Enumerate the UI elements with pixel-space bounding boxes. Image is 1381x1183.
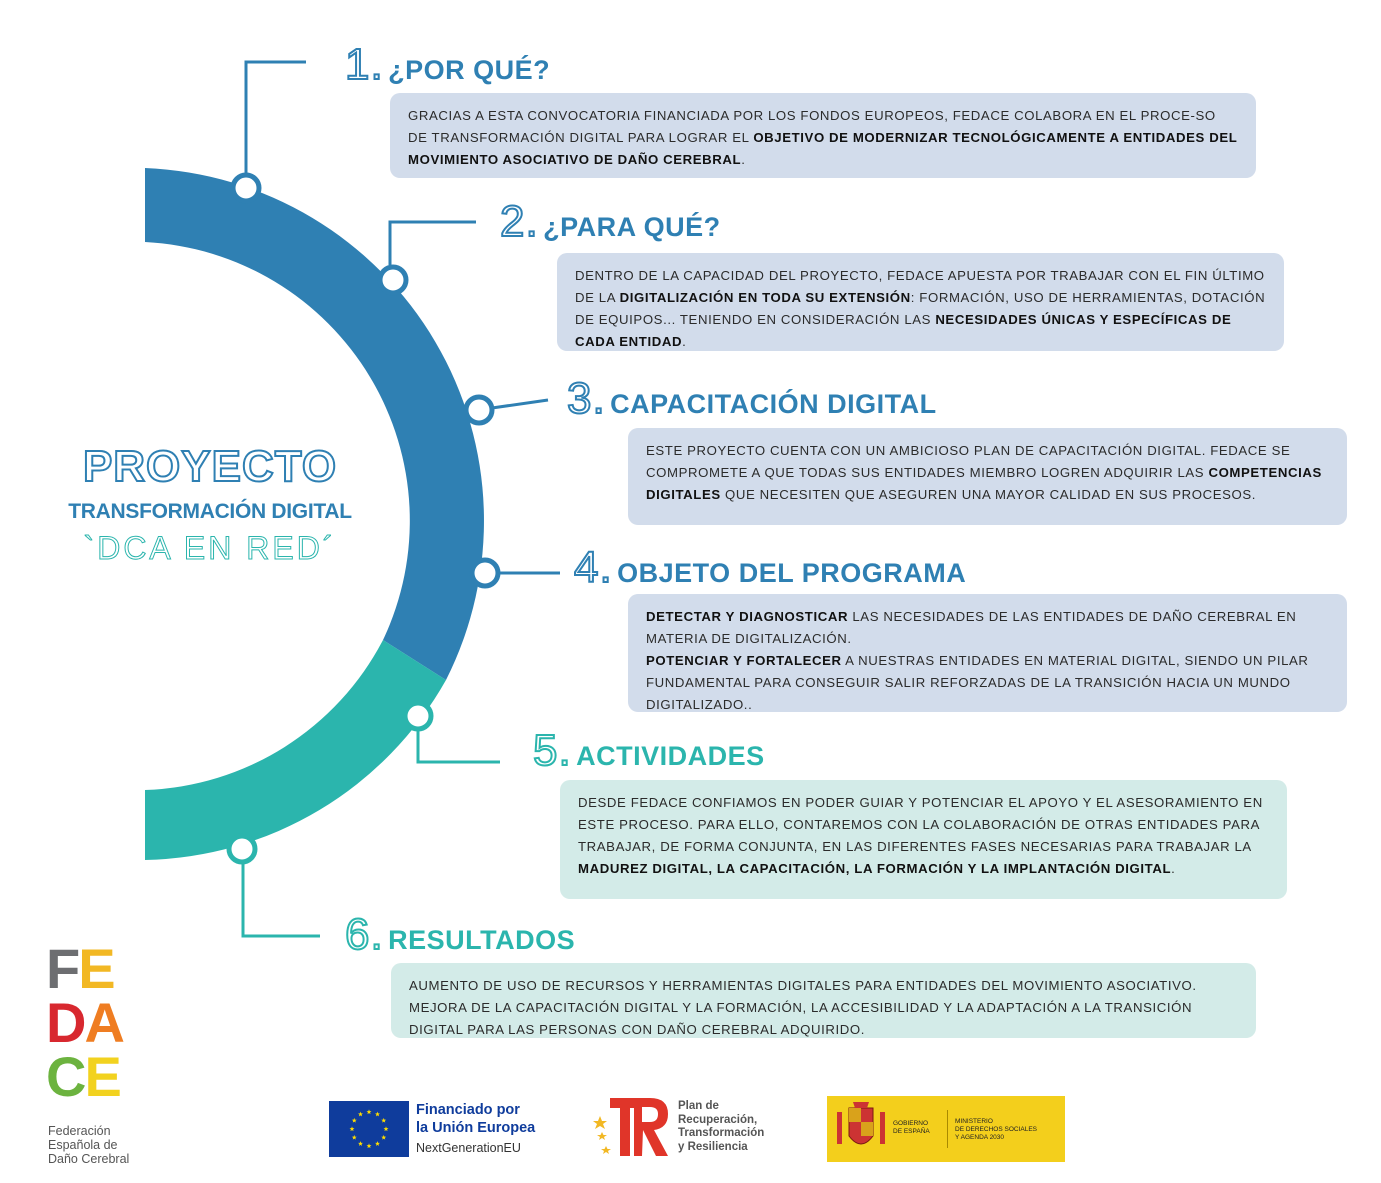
section-5-text: [560, 780, 1287, 899]
fedace-caption-line: Daño Cerebral: [48, 1152, 130, 1166]
arc-blue-segment: [145, 168, 484, 680]
fedace-row-3: [46, 1045, 123, 1108]
body-text: .: [741, 152, 746, 167]
prtr-line: Transformación: [678, 1127, 765, 1139]
prtr-emblem-icon: [592, 1094, 674, 1160]
section-5-heading: [533, 726, 765, 776]
node-4: [472, 560, 498, 586]
connector-5: [418, 722, 500, 762]
fedace-letter: E: [84, 1045, 120, 1108]
fedace-letter: D: [46, 991, 85, 1054]
fedace-row-1: [46, 937, 123, 1000]
prtr-line: Plan de: [678, 1100, 719, 1112]
fedace-caption: [48, 1124, 129, 1166]
section-number: 1.: [345, 40, 384, 89]
section-2-heading: [500, 197, 721, 247]
gov-left-line: GOBIERNO: [893, 1120, 929, 1127]
eu-star: [358, 1141, 363, 1146]
body-text: LAS NECESIDADES DE LAS ENTIDADES DE DAÑO CEREBRAL EN MATERIA DE DIGITALIZACIÓN.: [646, 609, 1297, 646]
fedace-letter: C: [46, 1045, 85, 1108]
coat-of-arms-icon: [831, 1096, 891, 1162]
eu-star: [352, 1118, 357, 1123]
section-title: ¿POR QUÉ?: [388, 55, 551, 85]
body-text: GRACIAS A ESTA CONVOCATORIA FINANCIADA POR LOS FONDOS EUROPEOS, FEDACE COLABORA EN EL PROCE-SO DE TRANSFORMACIÓN DIGITAL PARA LOGRAR EL: [408, 108, 1216, 145]
eu-star: [375, 1141, 380, 1146]
project-tagline: `DCA EN RED´: [83, 530, 337, 566]
eu-star: [367, 1143, 372, 1148]
body-text: .: [1171, 861, 1176, 876]
gov-right-line: Y AGENDA 2030: [955, 1134, 1005, 1141]
emphasis-text: DETECTAR Y DIAGNOSTICAR: [646, 609, 849, 624]
project-subtitle: TRANSFORMACIÓN DIGITAL: [68, 500, 352, 523]
section-number: 6.: [345, 910, 384, 959]
body-text: AUMENTO DE USO DE RECURSOS Y HERRAMIENTAS DIGITALES PARA ENTIDADES DEL MOVIMIENTO ASOCIATIVO.: [409, 978, 1197, 993]
section-3-heading: [567, 374, 937, 424]
node-1: [233, 175, 259, 201]
eu-star: [350, 1126, 355, 1131]
connector-6: [243, 862, 320, 936]
body-text: MEJORA DE LA CAPACITACIÓN DIGITAL Y LA FORMACIÓN, LA ACCESIBILIDAD Y LA ADAPTACIÓN A LA TRANSICIÓN DIGITAL PARA LAS PERSONAS CON DAÑO CEREBRAL ADQUIRIDO.: [409, 1000, 1193, 1037]
section-title: ACTIVIDADES: [576, 741, 765, 771]
fedace-letter: F: [46, 937, 79, 1000]
node-3: [466, 397, 492, 423]
eu-star: [367, 1109, 372, 1114]
emphasis-text: DIGITALIZACIÓN EN TODA SU EXTENSIÓN: [619, 290, 911, 305]
node-5: [405, 703, 431, 729]
section-2-text: [557, 253, 1284, 351]
section-number: 5.: [533, 726, 572, 775]
section-title: ¿PARA QUÉ?: [543, 212, 721, 242]
fedace-letter: A: [84, 991, 123, 1054]
node-6: [229, 836, 255, 862]
body-text: .: [682, 334, 687, 349]
section-title: CAPACITACIÓN DIGITAL: [610, 389, 937, 419]
eu-star: [358, 1112, 363, 1117]
body-text: ESTE PROYECTO CUENTA CON UN AMBICIOSO PLAN DE CAPACITACIÓN DIGITAL. FEDACE SE COMPROMETE A QUE TODAS SUS ENTIDADES MIEMBRO LOGREN ADQUIRIR LAS: [646, 443, 1291, 480]
eu-star: [381, 1135, 386, 1140]
section-6-text: [391, 963, 1256, 1038]
connector-3: [492, 400, 548, 408]
section-1-text: [390, 93, 1256, 178]
prtr-logo: [592, 1094, 765, 1165]
emphasis-text: OBJETIVO DE MODERNIZAR TECNOLÓGICAMENTE A ENTIDADES DEL MOVIMIENTO ASOCIATIVO DE DAÑO CEREBRAL: [408, 130, 1238, 167]
section-3-text: [628, 428, 1347, 525]
section-number: 4.: [574, 543, 613, 592]
fedace-logo: [46, 937, 123, 1108]
section-4-text: [628, 594, 1347, 712]
node-2: [380, 267, 406, 293]
eu-line-1: Financiado por: [416, 1102, 520, 1118]
emphasis-text: NECESIDADES ÚNICAS Y ESPECÍFICAS DE CADA ENTIDAD: [575, 312, 1232, 349]
prtr-line: Recuperación,: [678, 1113, 758, 1126]
section-title: OBJETO DEL PROGRAMA: [617, 558, 967, 588]
fedace-letter: E: [78, 937, 114, 1000]
body-text: DESDE FEDACE CONFIAMOS EN PODER GUIAR Y POTENCIAR EL APOYO Y EL ASESORAMIENTO EN ESTE PROCESO. PARA ELLO, CONTAREMOS CON LA COLABORACIÓN DE OTRAS ENTIDADES PARA TRABAJAR, DE FORMA CONJUNTA, EN LAS DIFERENTES FASES NECESARIAS PARA TRABAJAR LA: [578, 795, 1263, 854]
gov-right-line: MINISTERIO: [955, 1118, 993, 1125]
emphasis-text: MADUREZ DIGITAL, LA CAPACITACIÓN, LA FORMACIÓN Y LA IMPLANTACIÓN DIGITAL: [578, 861, 1172, 876]
section-number: 3.: [567, 374, 606, 423]
eu-star: [375, 1112, 380, 1117]
section-1-heading: [345, 40, 550, 90]
gobierno-logo: [827, 1096, 1065, 1162]
emphasis-text: COMPETENCIAS DIGITALES: [646, 465, 1322, 502]
fedace-caption-line: Española de: [48, 1138, 118, 1152]
body-text: A NUESTRAS ENTIDADES EN MATERIAL DIGITAL, SIENDO UN PILAR FUNDAMENTAL PARA CONSEGUIR SALIR REFORZADAS DE LA TRANSICIÓN HACIA UN MUNDO DIGITALIZADO..: [646, 653, 1309, 712]
eu-star: [381, 1118, 386, 1123]
eu-line-2: la Unión Europea: [416, 1120, 536, 1136]
gov-left-line: DE ESPAÑA: [893, 1128, 930, 1135]
eu-star: [384, 1126, 389, 1131]
eu-line-3: NextGenerationEU: [416, 1141, 521, 1155]
gov-right-line: DE DERECHOS SOCIALES: [955, 1126, 1037, 1133]
gov-divider: [947, 1110, 948, 1148]
emphasis-text: POTENCIAR Y FORTALECER: [646, 653, 842, 668]
connector-1: [246, 62, 306, 182]
connector-2: [390, 222, 476, 265]
fedace-row-2: [46, 991, 123, 1054]
project-title: PROYECTO: [82, 442, 338, 491]
eu-star: [352, 1135, 357, 1140]
section-number: 2.: [500, 197, 539, 246]
body-text: : FORMACIÓN, USO DE HERRAMIENTAS, DOTACIÓN DE EQUIPOS... TENIENDO EN CONSIDERACIÓN LAS: [575, 290, 1266, 327]
eu-flag-icon: [329, 1101, 409, 1157]
section-title: RESULTADOS: [388, 925, 576, 955]
prtr-line: y Resiliencia: [678, 1140, 748, 1153]
body-text: QUE NECESITEN QUE ASEGUREN UNA MAYOR CALIDAD EN SUS PROCESOS.: [720, 487, 1257, 502]
section-6-heading: [345, 910, 575, 960]
section-4-heading: [574, 543, 966, 593]
arc-teal-segment: [145, 640, 446, 860]
body-text: DENTRO DE LA CAPACIDAD DEL PROYECTO, FEDACE APUESTA POR TRABAJAR CON EL FIN ÚLTIMO DE LA: [575, 268, 1265, 305]
fedace-caption-line: Federación: [48, 1124, 111, 1138]
